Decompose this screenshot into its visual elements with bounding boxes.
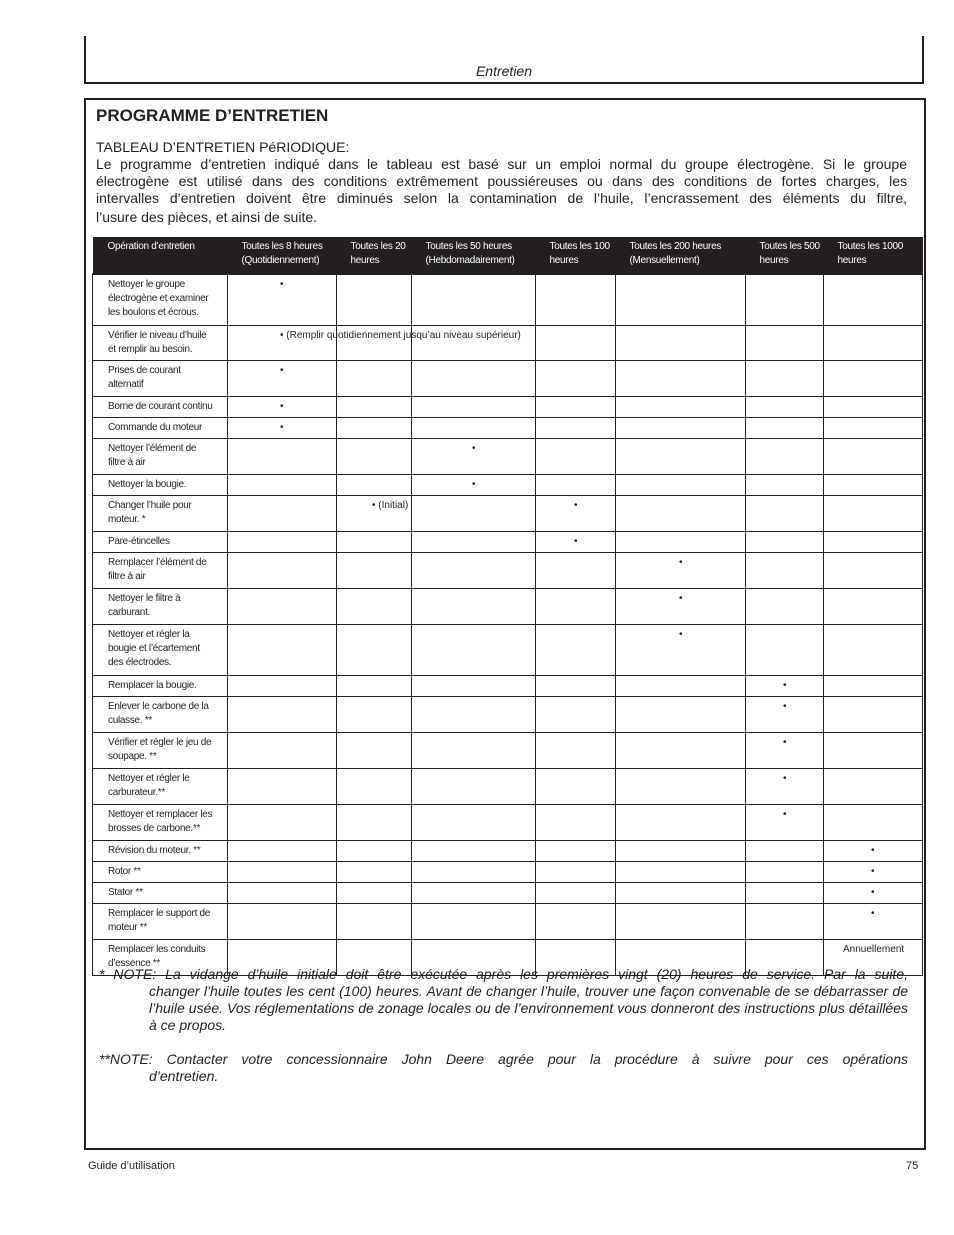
interval-cell [746,841,824,862]
column-header: Toutes les 500 heures [746,237,824,274]
table-row [93,361,923,397]
interval-cell [412,274,536,326]
operation-cell: Nettoyer et régler la bougie et l’écartement des électrodes. [93,625,228,676]
column-header: Toutes les 8 heures (Quotidiennement) [228,237,337,274]
interval-cell [412,397,536,418]
interval-cell [337,625,412,676]
interval-cell [746,439,824,475]
interval-cell [228,553,337,589]
interval-cell [824,532,923,553]
table-row [93,496,923,532]
interval-cell [746,805,824,841]
interval-cell [616,397,746,418]
running-header: Entretien [475,63,533,79]
table-row [93,676,923,697]
interval-cell [337,532,412,553]
interval-cell [616,733,746,769]
table-row [93,625,923,676]
operation-cell: Changer l’huile pour moteur. * [93,496,228,532]
note-line: * NOTE: La vidange d’huile initiale doit être exécutée après les premières vingt (20) heures de service. Par la suite, [99,966,908,982]
interval-cell [228,733,337,769]
interval-cell [412,841,536,862]
interval-cell [746,733,824,769]
column-header: Opération d’entretien [93,237,228,274]
interval-cell [337,883,412,904]
operation-cell: Prises de courant alternatif [93,361,228,397]
interval-cell [412,904,536,940]
interval-cell [616,274,746,326]
interval-cell [746,625,824,676]
interval-cell [536,475,616,496]
interval-cell [824,733,923,769]
interval-cell [824,769,923,805]
interval-cell [616,697,746,733]
interval-cell [412,697,536,733]
interval-cell [228,676,337,697]
interval-mark: • [783,680,787,691]
table-row [93,553,923,589]
interval-cell [616,326,746,361]
interval-cell [412,418,536,439]
interval-cell [536,883,616,904]
interval-cell [824,274,923,326]
interval-cell [536,326,616,361]
operation-cell: Révision du moteur. ** [93,841,228,862]
interval-mark: • [472,479,476,490]
operation-cell: Nettoyer le filtre à carburant. [93,589,228,625]
interval-cell [337,769,412,805]
interval-cell [412,589,536,625]
interval-cell [824,553,923,589]
interval-cell [746,589,824,625]
interval-mark: • [574,536,578,547]
interval-cell [824,418,923,439]
intro-paragraph [96,156,907,226]
interval-cell [616,589,746,625]
interval-cell [746,475,824,496]
note-line: **NOTE: Contacter votre concessionnaire John Deere agrée pour la procédure à suivre pour ces opérations [99,1051,908,1067]
operation-cell: Enlever le carbone de la culasse. ** [93,697,228,733]
table-row [93,418,923,439]
interval-cell [412,475,536,496]
interval-cell [536,733,616,769]
maintenance-table [92,237,923,976]
interval-cell [228,326,521,361]
interval-cell [616,904,746,940]
interval-cell [536,769,616,805]
interval-mark: • [472,443,476,454]
table-heading: TABLEAU D’ENTRETIEN PéRIODIQUE: [96,139,350,155]
interval-cell [746,496,824,532]
interval-cell [616,418,746,439]
operation-cell: Vérifier le niveau d’huile et remplir au besoin. [93,326,228,361]
note-dealer [99,1051,908,1085]
interval-cell [616,496,746,532]
interval-cell [824,841,923,862]
interval-mark: • [783,809,787,820]
interval-cell [824,904,923,940]
table-row [93,326,923,361]
interval-cell [228,904,337,940]
interval-cell [228,862,337,883]
interval-cell [824,361,923,397]
interval-cell [337,589,412,625]
interval-cell [824,862,923,883]
operation-cell: Remplacer le support de moteur ** [93,904,228,940]
interval-cell [412,532,536,553]
interval-cell [616,532,746,553]
interval-mark: • [871,908,875,919]
operation-cell: Nettoyer et régler le carburateur.** [93,769,228,805]
interval-cell [746,769,824,805]
operation-cell: Nettoyer la bougie. [93,475,228,496]
interval-cell [412,883,536,904]
table-row [93,397,923,418]
interval-cell [616,361,746,397]
interval-cell [746,274,824,326]
interval-cell [412,326,536,361]
interval-cell [337,397,412,418]
interval-cell [337,676,412,697]
operation-cell: Nettoyer et remplacer les brosses de carbone.** [93,805,228,841]
interval-cell [412,496,536,532]
interval-cell [337,733,412,769]
interval-cell [228,697,337,733]
interval-cell [337,418,412,439]
interval-cell [412,439,536,475]
interval-cell [824,676,923,697]
column-header: Toutes les 20 heures [337,237,412,274]
table-header-row [93,237,923,274]
table-row [93,733,923,769]
interval-cell [824,805,923,841]
interval-cell [746,862,824,883]
interval-cell [337,553,412,589]
interval-cell [746,361,824,397]
operation-cell: Vérifier et régler le jeu de soupape. ** [93,733,228,769]
interval-cell [228,274,337,326]
interval-cell [337,439,412,475]
interval-cell [536,697,616,733]
interval-cell [616,862,746,883]
interval-cell [824,625,923,676]
interval-mark: Annuellement [843,944,905,955]
interval-cell [228,397,337,418]
table-row [93,697,923,733]
table-row [93,904,923,940]
interval-cell [536,625,616,676]
interval-mark: • [783,773,787,784]
operation-cell: Pare-étincelles [93,532,228,553]
table-row [93,475,923,496]
table-row [93,841,923,862]
interval-cell [228,841,337,862]
interval-cell [536,805,616,841]
interval-cell [412,361,536,397]
interval-cell [824,397,923,418]
interval-cell [616,805,746,841]
column-header: Toutes les 50 heures (Hebdomadairement) [412,237,536,274]
interval-cell [746,397,824,418]
interval-cell [616,475,746,496]
interval-cell [616,553,746,589]
column-header: Toutes les 1000 heures [824,237,923,274]
table-row [93,769,923,805]
operation-cell: Borne de courant continu [93,397,228,418]
interval-mark: • (Remplir quotidiennement jusqu’au niveau supérieur) [280,330,521,341]
interval-cell [228,883,337,904]
interval-cell [228,418,337,439]
interval-cell [337,496,412,532]
interval-cell [228,625,337,676]
interval-cell [412,862,536,883]
interval-cell [824,326,923,361]
interval-mark: • [679,557,683,568]
interval-mark: • [280,401,284,412]
interval-mark: • [871,866,875,877]
interval-cell [824,475,923,496]
intro-line: Le programme d’entretien indiqué dans le tableau est basé sur un emploi normal du groupe électrogène. Si le groupe [96,156,907,172]
interval-cell [616,769,746,805]
operation-cell: Remplacer les conduits d’essence ** [93,940,228,976]
interval-cell [412,625,536,676]
interval-mark: • [679,593,683,604]
table-row [93,589,923,625]
interval-mark: • [871,887,875,898]
interval-cell [337,841,412,862]
interval-cell [536,676,616,697]
interval-mark: • [280,279,284,290]
interval-cell [228,496,337,532]
interval-cell [746,532,824,553]
intro-line: électrogène est utilisé dans des conditions extrêmement poussiéreuses ou dans des conditions de fortes charges, les [96,173,907,189]
interval-cell [228,589,337,625]
interval-cell [337,475,412,496]
footer-guide-title: Guide d’utilisation [88,1160,175,1172]
interval-cell [746,326,824,361]
interval-cell [228,769,337,805]
interval-cell [536,439,616,475]
interval-cell [616,883,746,904]
interval-cell [536,862,616,883]
interval-cell [824,697,923,733]
interval-cell [412,553,536,589]
interval-mark: • [783,737,787,748]
interval-cell [536,418,616,439]
interval-cell [746,904,824,940]
interval-mark: • (Initial) [372,500,409,511]
interval-mark: • [574,500,578,511]
interval-cell [337,904,412,940]
interval-cell [337,361,412,397]
column-header: Toutes les 100 heures [536,237,616,274]
interval-cell [536,496,616,532]
interval-cell [616,841,746,862]
interval-cell [746,883,824,904]
interval-cell [536,904,616,940]
interval-cell [337,326,412,361]
table-row [93,439,923,475]
interval-mark: • [280,422,284,433]
interval-cell [536,532,616,553]
interval-cell [746,676,824,697]
interval-cell [337,274,412,326]
interval-cell [228,361,337,397]
interval-cell [337,697,412,733]
operation-cell: Commande du moteur [93,418,228,439]
operation-cell: Nettoyer l’élément de filtre à air [93,439,228,475]
interval-cell [337,805,412,841]
interval-cell [412,805,536,841]
interval-cell [412,769,536,805]
interval-cell [616,625,746,676]
intro-line: intervalles d’entretien doivent être diminués selon la contamination de l’huile, l’encrassement des éléments du filtre, [96,190,907,206]
table-row [93,274,923,326]
column-header: Toutes les 200 heures (Mensuellement) [616,237,746,274]
header-frame [84,36,924,84]
table-row [93,805,923,841]
operation-cell: Rotor ** [93,862,228,883]
content-frame [84,98,926,1150]
interval-cell [824,496,923,532]
note-line: changer l’huile toutes les cent (100) heures. Avant de changer l’huile, trouver une façon convenable de se débarrasser de l’huile usée. Vos réglementations de zonage locales ou de l’environnement vous donneront des instructions plus détaillées à ce propos. [149,983,908,1033]
operation-cell: Remplacer l’élément de filtre à air [93,553,228,589]
interval-mark: • [871,845,875,856]
interval-cell [746,418,824,439]
interval-cell [746,697,824,733]
interval-cell [536,589,616,625]
interval-cell [412,676,536,697]
page-number: 75 [906,1160,919,1172]
table-row [93,883,923,904]
table-row [93,532,923,553]
interval-cell [228,475,337,496]
interval-mark: • [679,629,683,640]
interval-cell [412,733,536,769]
interval-cell [616,676,746,697]
interval-cell [824,589,923,625]
operation-cell: Stator ** [93,883,228,904]
operation-cell: Nettoyer le groupe électrogène et examiner les boulons et écrous. [93,274,228,326]
section-title: PROGRAMME D’ENTRETIEN [96,106,329,125]
interval-cell [536,274,616,326]
interval-cell [536,397,616,418]
interval-cell [536,841,616,862]
interval-cell [824,439,923,475]
intro-line: l’usure des pièces, et ainsi de suite. [96,209,318,225]
interval-cell [824,883,923,904]
note-line: d’entretien. [149,1068,219,1084]
note-oil-change [99,966,908,1034]
interval-cell [536,553,616,589]
interval-mark: • [783,701,787,712]
table-row [93,862,923,883]
operation-cell: Remplacer la bougie. [93,676,228,697]
interval-cell [228,532,337,553]
interval-cell [228,805,337,841]
interval-mark: • [280,365,284,376]
interval-cell [616,439,746,475]
interval-cell [228,439,337,475]
interval-cell [337,862,412,883]
interval-cell [746,553,824,589]
interval-cell [536,361,616,397]
